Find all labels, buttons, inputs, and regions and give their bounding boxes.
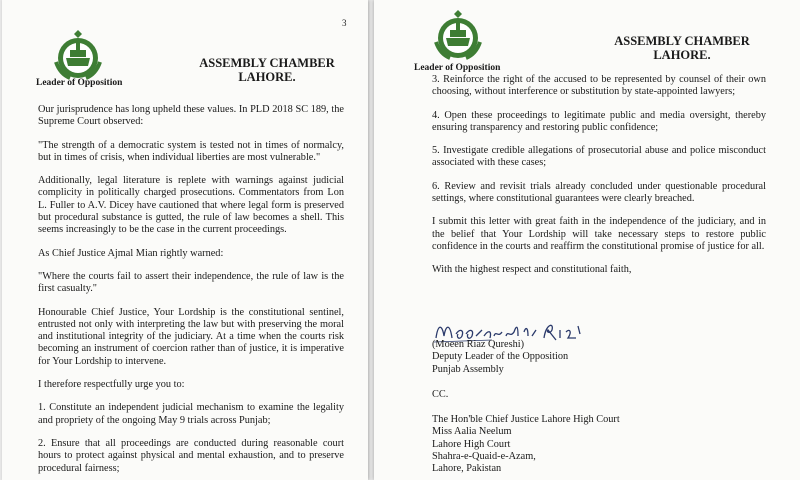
letter-paragraph: Additionally, legal literature is replete with warnings against judicial complicity in politically charged prosecutions. Commentators from Lon L. Fuller to A.V. Dicey have cautioned that where legal form is preserved but procedural substance is gutted, the rule of law becomes a shell. This seems increasingly to be the case in the current proceedings. xyxy=(38,175,344,236)
cc-address-line: Miss Aalia Neelum xyxy=(432,426,512,438)
letter-body-left xyxy=(38,104,344,480)
signatory-name: (Moeen Riaz Qureshi) xyxy=(432,339,525,350)
letter-paragraph: Honourable Chief Justice, Your Lordship is the constitutional sentinel, entrusted not only with interpreting the law but with preserving the moral and institutional integrity of the judiciary. At a time when the courts risk becoming an instrument of coercion rather than of justice, it is imperative for Your Lordship to intervene. xyxy=(38,306,344,367)
letterhead-chamber: ASSEMBLY CHAMBER xyxy=(614,34,750,48)
letter-paragraph: I therefore respectfully urge you to: xyxy=(38,379,185,391)
letter-body-right xyxy=(432,74,766,288)
cc-address-line: Shahra-e-Quaid-e-Azam, xyxy=(432,450,536,462)
cc-address-line: The Hon'ble Chief Justice Lahore High Court xyxy=(432,414,620,425)
signature-block xyxy=(432,339,762,376)
logo-label: Leader of Opposition xyxy=(414,63,501,73)
cc-address-line: Lahore High Court xyxy=(432,438,511,450)
letterhead-city: LAHORE. xyxy=(653,48,711,62)
letter-paragraph: 3. Reinforce the right of the accused to be represented by counsel of their own choosing, without interference or substitution by state-appointed lawyers; xyxy=(432,74,766,98)
signatory-title: Deputy Leader of the Opposition xyxy=(432,351,569,363)
letterhead-city: LAHORE. xyxy=(238,70,296,84)
letter-paragraph: 4. Open these proceedings to legitimate public and media oversight, thereby ensuring transparency and restoring public confidence; xyxy=(432,109,766,133)
letterhead-title xyxy=(192,56,342,84)
cc-address-line: Lahore, Pakistan xyxy=(432,463,502,475)
letter-page-left xyxy=(2,0,368,480)
letter-paragraph: As Chief Justice Ajmal Mian rightly warned: xyxy=(38,247,224,259)
letter-paragraph: "The strength of a democratic system is tested not in times of normalcy, but in times of crisis, when individual liberties are most vulnerable." xyxy=(38,139,344,163)
page-number: 3 xyxy=(342,18,347,28)
letter-paragraph: I submit this letter with great faith in the independence of the judiciary, and in the belief that Your Lordship will take necessary steps to restore public confidence in the courts and reaffirm the constitutional promise of justice for all. xyxy=(432,216,766,252)
letterhead-chamber: ASSEMBLY CHAMBER xyxy=(199,56,335,70)
letter-paragraph: "Where the courts fail to assert their independence, the rule of law is the first casualty." xyxy=(38,270,344,295)
letter-paragraph: 1. Constitute an independent judicial mechanism to examine the legality and propriety of the ongoing May 9 trials across Punjab; xyxy=(38,402,344,426)
letter-paragraph: 5. Investigate credible allegations of prosecutorial abuse and police misconduct associated with these cases; xyxy=(432,145,766,169)
letter-paragraph: 6. Review and revisit trials already concluded under questionable procedural settings, where constitutional guarantees were clearly breached. xyxy=(432,180,766,205)
letter-page-right xyxy=(374,0,800,480)
letterhead-title xyxy=(602,34,762,62)
letter-paragraph: 2. Ensure that all proceedings are conducted during reasonable court hours to protect against physical and mental exhaustion, and to preserve procedural fairness; xyxy=(38,437,344,474)
letter-paragraph: Our jurisprudence has long upheld these values. In PLD 2018 SC 189, the Supreme Court observed: xyxy=(38,104,344,128)
logo-label: Leader of Opposition xyxy=(36,78,123,88)
signatory-assembly: Punjab Assembly xyxy=(432,363,504,375)
cc-label: CC. xyxy=(432,389,449,400)
cc-recipient xyxy=(432,414,762,475)
letter-paragraph: With the highest respect and constitutional faith, xyxy=(432,264,632,276)
